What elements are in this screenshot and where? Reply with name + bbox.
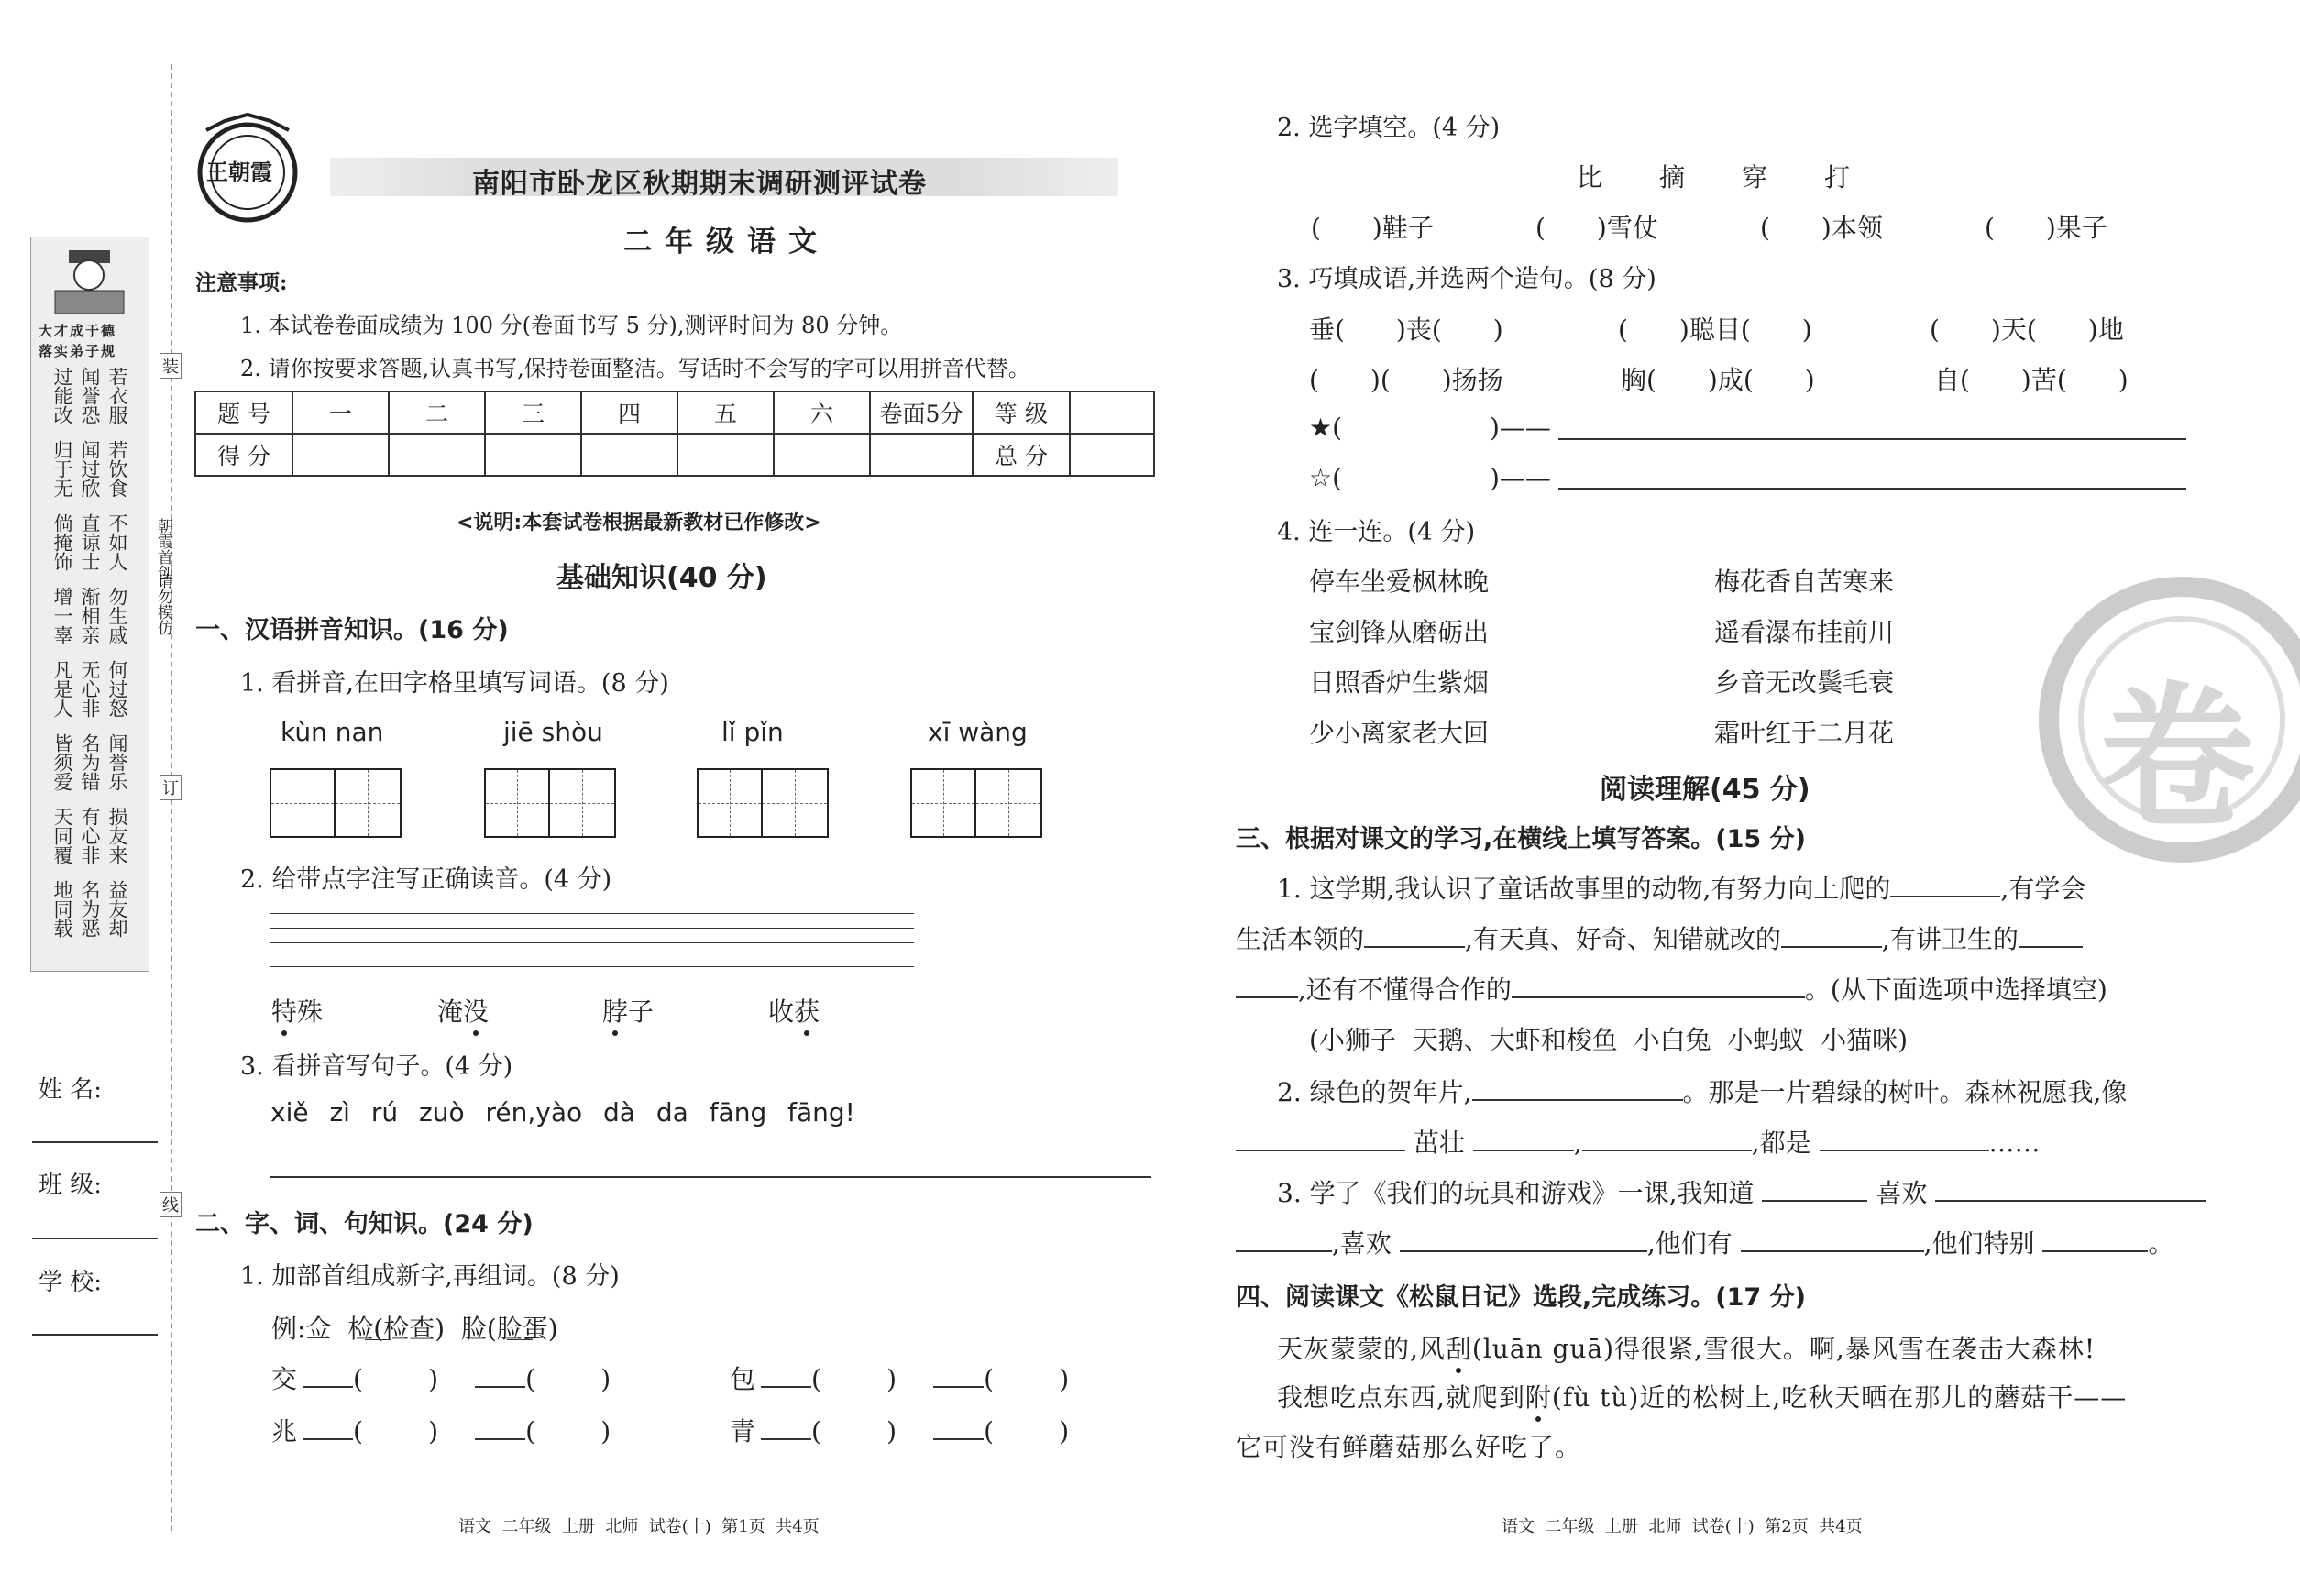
q3-text: [1236, 970, 2107, 1007]
q3-text: [1236, 919, 2083, 956]
select-blank-2[interactable]: ( )雪仗: [1535, 213, 1658, 243]
passage-line-2: [1277, 1378, 2127, 1414]
link-item-left[interactable]: 少小离家老大回: [1309, 718, 1490, 748]
score-header-cell: 二: [389, 391, 485, 434]
sidebar-proverb-column: 若饮食: [106, 440, 128, 498]
word-post: 子: [628, 996, 655, 1027]
example-underline: [507, 1339, 533, 1340]
select-option-3: 穿: [1742, 162, 1768, 193]
q1-sub3: 3. 看拼音写句子。(4 分): [240, 1052, 513, 1081]
seal-char: 卷: [2099, 666, 2256, 850]
q3-blank[interactable]: [1236, 1150, 1405, 1151]
q3-part: ,他们有: [1646, 1228, 1733, 1259]
word-dotted-char: 没: [463, 996, 490, 1027]
score-header-cell: 题 号: [195, 391, 292, 434]
q3-text: [1236, 1123, 2041, 1160]
pinyin-line[interactable]: [270, 928, 914, 929]
sidebar-motto-1: 大才成于德: [39, 323, 117, 339]
base-char: 兆: [271, 1416, 298, 1447]
dotted-word-2: [437, 992, 489, 1029]
score-cell[interactable]: [870, 434, 973, 476]
name-field[interactable]: [32, 1141, 158, 1143]
word-paren-blank[interactable]: ( ): [525, 1364, 611, 1394]
school-field[interactable]: [32, 1334, 158, 1336]
pinyin-3: lǐ pǐn: [721, 717, 784, 747]
passage-line-3: 它可没有鲜蘑菇那么好吃了。: [1236, 1432, 1582, 1462]
sidebar-proverb-column: 有心非: [79, 807, 101, 864]
notice-item-2: 2. 请你按要求答题,认真书写,保持卷面整洁。写话时不会写的字可以用拼音代替。: [240, 356, 1030, 381]
idiom-1[interactable]: 垂( )丧( ): [1309, 314, 1503, 345]
pinyin-line[interactable]: [270, 913, 914, 914]
score-cell[interactable]: [581, 434, 677, 476]
link-item-left[interactable]: 停车坐爱枫林晚: [1309, 567, 1490, 597]
star-sentence-mid: )——: [1490, 413, 1551, 443]
sidebar-proverb-column: 闻过欣: [79, 440, 101, 498]
sidebar-proverb-column: 益友却: [106, 880, 128, 938]
word-paren-blank[interactable]: ( ): [353, 1364, 439, 1394]
pinyin-2: jiē shòu: [503, 717, 603, 747]
school-label: 学 校:: [39, 1269, 103, 1296]
q3-part: 2. 绿色的贺年片,: [1277, 1077, 1472, 1107]
link-item-left[interactable]: 宝剑锋从磨砺出: [1309, 617, 1490, 647]
q3-blank[interactable]: [1400, 1250, 1647, 1252]
tianzige-box-4[interactable]: [910, 768, 1042, 838]
q3-blank[interactable]: [1473, 1150, 1574, 1151]
q3-part: 。那是一片碧绿的树叶。森林祝愿我,像: [1682, 1077, 2128, 1107]
q3-blank[interactable]: [1741, 1250, 1924, 1252]
score-cell[interactable]: [485, 434, 581, 476]
link-item-right[interactable]: 梅花香自苦寒来: [1714, 567, 1895, 597]
q3-part: ,有讲卫生的: [1881, 924, 2019, 954]
q3-text: [1277, 1173, 2206, 1210]
idiom-3[interactable]: ( )天( )地: [1930, 314, 2124, 345]
select-option-2: 摘: [1659, 162, 1686, 193]
hollow-star-sentence-mid: )——: [1490, 463, 1551, 493]
q3-part: 3. 学了《我们的玩具和游戏》一课,我知道: [1277, 1178, 1755, 1208]
select-option-4: 打: [1824, 162, 1851, 193]
q3-part: 生活本领的: [1236, 924, 1365, 954]
binding-char-3: 线: [160, 1192, 182, 1217]
q3-blank[interactable]: [2019, 946, 2083, 948]
q3-text: [1277, 869, 2085, 906]
idiom-5[interactable]: 胸( )成( ): [1621, 365, 1815, 395]
q3-blank[interactable]: [2042, 1250, 2148, 1252]
passage-line-1: [1277, 1329, 2096, 1366]
word-pre: 收: [768, 996, 795, 1027]
sidebar-proverb-column: 名为恶: [79, 880, 101, 938]
score-header-cell: 四: [581, 391, 677, 434]
idiom-2[interactable]: ( )聪目( ): [1618, 314, 1812, 345]
new-char-blank[interactable]: [303, 1438, 353, 1440]
q3-part: ,有学会: [2000, 874, 2086, 904]
tianzige-box-3[interactable]: [697, 768, 829, 838]
binding-note-2: 请勿模仿: [154, 573, 172, 635]
q3-part: 。: [2148, 1228, 2174, 1259]
q-idiom-title: 3. 巧填成语,并选两个造句。(8 分): [1277, 265, 1656, 293]
subject-title: 二年级语文: [623, 226, 830, 259]
score-cell[interactable]: [677, 434, 774, 476]
new-char-blank[interactable]: [933, 1386, 984, 1388]
edition-note: <说明:本套试卷根据最新教材已作修改>: [457, 512, 821, 534]
score-header-cell: 五: [677, 391, 774, 434]
q3-blank[interactable]: [1236, 996, 1298, 998]
q2-example: 例:佥 检(检查) 脸(脸蛋): [271, 1314, 558, 1344]
q3-part: 喜欢: [1876, 1178, 1928, 1208]
new-char-blank[interactable]: [761, 1386, 811, 1388]
q3-blank[interactable]: [1762, 1200, 1867, 1202]
q3-part: ,都是: [1751, 1128, 1811, 1158]
q3-blank[interactable]: [1472, 1099, 1683, 1101]
class-field[interactable]: [32, 1238, 158, 1239]
new-char-blank[interactable]: [303, 1386, 353, 1388]
word-dotted-char: 获: [794, 996, 820, 1027]
sidebar-proverb-column: 渐相亲: [79, 587, 101, 644]
tianzige-box-2[interactable]: [484, 768, 616, 838]
passage-dotted-char: 刮: [1445, 1334, 1472, 1364]
q3-part: ,: [1573, 1128, 1582, 1158]
sidebar-proverb-column: 归于无: [51, 440, 73, 498]
word-pre: 淹: [437, 996, 464, 1027]
score-header-cell: 三: [485, 391, 581, 434]
word-paren-blank[interactable]: ( ): [353, 1416, 439, 1447]
passage-dotted-char: 附: [1524, 1382, 1552, 1413]
binding-char-2: 订: [160, 775, 182, 800]
q3-part: 。(从下面选项中选择填空): [1804, 974, 2107, 1005]
q3-part: ……: [1988, 1128, 2041, 1158]
new-char-blank[interactable]: [475, 1438, 525, 1440]
sidebar-proverb-column: 直谅士: [79, 513, 101, 571]
q3-blank[interactable]: [1820, 1150, 1989, 1151]
dotted-word-1: [271, 992, 323, 1029]
dotted-word-3: [602, 992, 654, 1029]
radical-row: [271, 1359, 611, 1396]
score-row-label: 得 分: [195, 434, 292, 476]
hollow-star-sentence-line[interactable]: [1558, 488, 2186, 490]
score-cell[interactable]: [292, 434, 389, 476]
q3-blank[interactable]: [1512, 996, 1805, 998]
radical-row: [730, 1412, 1069, 1448]
word-paren-blank[interactable]: ( ): [984, 1416, 1070, 1447]
pinyin-line[interactable]: [270, 966, 914, 967]
sidebar-proverb-column: 地同载: [51, 880, 73, 938]
base-char: 包: [730, 1364, 756, 1394]
idiom-6[interactable]: 自( )苦( ): [1934, 365, 2129, 395]
hollow-star-sentence-label: ☆(: [1309, 463, 1343, 493]
exam-title: 南阳市卧龙区秋期期末调研测评试卷: [472, 168, 927, 200]
q2-sub1: 1. 加部首组成新字,再组词。(8 分): [240, 1262, 620, 1291]
sidebar-proverb-column: 无心非: [79, 660, 101, 718]
q3-text: [1236, 1224, 2173, 1260]
q3-blank[interactable]: [1890, 896, 2000, 897]
q3-blank[interactable]: [1364, 946, 1465, 948]
sidebar-motto-2: 落实弟子规: [39, 343, 117, 359]
passage-part: 我想吃点东西,就爬到: [1277, 1382, 1525, 1413]
q4-title: 四、阅读课文《松鼠日记》选段,完成练习。(17 分): [1236, 1283, 1806, 1312]
q2-title: 二、字、词、句知识。(24 分): [195, 1210, 534, 1238]
sidebar-proverb-column: 闻誉乐: [106, 733, 128, 791]
sidebar-proverb-column: 若衣服: [106, 367, 128, 424]
q-select-title: 2. 选字填空。(4 分): [1277, 114, 1501, 142]
q-link-title: 4. 连一连。(4 分): [1277, 518, 1476, 546]
footer-left: 语文 二年级 上册 北师 试卷(十) 第1页 共4页: [458, 1517, 820, 1536]
q3-text: [1277, 1073, 2127, 1109]
passage-part: (fù tù)近的松树上,吃秋天晒在那儿的蘑菇干——: [1551, 1382, 2128, 1413]
passage-part: (luān guā)得很紧,雪很大。啊,暴风雪在袭击大森林!: [1471, 1334, 2096, 1364]
word-post: 殊: [297, 996, 324, 1027]
dotted-word-4: [768, 992, 820, 1029]
sidebar-proverb-column: 增一辜: [51, 587, 73, 644]
scholar-illustration: [50, 243, 128, 321]
pinyin-4: xī wàng: [928, 717, 1028, 747]
link-item-left[interactable]: 日照香炉生紫烟: [1309, 667, 1490, 698]
binding-note-1: 朝霞首创: [154, 518, 172, 580]
q3-part: 1. 这学期,我认识了童话故事里的动物,有努力向上爬的: [1277, 874, 1891, 904]
select-option-1: 比: [1577, 162, 1603, 193]
score-cell[interactable]: [774, 434, 870, 476]
word-paren-blank[interactable]: ( ): [811, 1364, 897, 1394]
q3-blank[interactable]: [1582, 1150, 1752, 1151]
q3-part: 茁壮: [1413, 1128, 1465, 1158]
link-item-right[interactable]: 霜叶红于二月花: [1714, 718, 1895, 748]
q1-sub1: 1. 看拼音,在田字格里填写词语。(8 分): [240, 669, 669, 698]
q3-part: ,有天真、好奇、知错就改的: [1465, 924, 1781, 954]
q3-blank[interactable]: [1236, 1250, 1332, 1252]
binding-char-1: 装: [160, 353, 182, 379]
logo-text: 王朝霞: [206, 159, 272, 185]
select-blank-1[interactable]: ( )鞋子: [1311, 213, 1434, 243]
passage-part: 天灰蒙蒙的,风: [1277, 1334, 1446, 1364]
word-paren-blank[interactable]: ( ): [984, 1364, 1070, 1394]
score-table: [194, 391, 1155, 477]
footer-right: 语文 二年级 上册 北师 试卷(十) 第2页 共4页: [1502, 1517, 1863, 1536]
q3-blank[interactable]: [1781, 946, 1882, 948]
score-header-cell: 一: [292, 391, 389, 434]
notice-item-1: 1. 本试卷卷面成绩为 100 分(卷面书写 5 分),测评时间为 80 分钟。: [240, 313, 903, 338]
total-label: 总 分: [973, 434, 1070, 476]
new-char-blank[interactable]: [475, 1386, 525, 1388]
sidebar-proverb-column: 倘掩饰: [51, 513, 73, 571]
select-blank-4[interactable]: ( )果子: [1985, 213, 2107, 243]
q3-part: ,他们特别: [1923, 1228, 2035, 1259]
word-paren-blank[interactable]: ( ): [525, 1416, 611, 1447]
q3-options: (小狮子 天鹅、大虾和梭鱼 小白兔 小蚂蚁 小猫咪): [1309, 1025, 1909, 1055]
new-char-blank[interactable]: [933, 1438, 984, 1440]
star-sentence-line[interactable]: [1558, 438, 2186, 440]
pinyin-line[interactable]: [270, 942, 914, 943]
score-header-cell: 卷面5分: [870, 391, 973, 434]
q3-title: 三、根据对课文的学习,在横线上填写答案。(15 分): [1236, 825, 1806, 853]
sidebar-proverb-column: 损友来: [106, 807, 128, 864]
q1-sub2: 2. 给带点字注写正确读音。(4 分): [240, 865, 612, 894]
link-item-right[interactable]: 遥看瀑布挂前川: [1714, 617, 1895, 647]
part-reading-heading: 阅读理解(45 分): [1600, 774, 1810, 806]
q3-blank[interactable]: [1935, 1200, 2206, 1202]
sidebar-proverb-column: 不如人: [106, 513, 128, 571]
select-blank-3[interactable]: ( )本领: [1760, 213, 1883, 243]
grade-cell[interactable]: [1070, 391, 1154, 434]
score-header-cell: 六: [774, 391, 870, 434]
star-sentence-label: ★(: [1309, 413, 1343, 443]
sidebar-proverb-column: 名为错: [79, 733, 101, 791]
sidebar-proverb-column: 何过怒: [106, 660, 128, 718]
sentence-answer-line[interactable]: [270, 1176, 1151, 1178]
base-char: 青: [730, 1416, 756, 1447]
tianzige-box-1[interactable]: [270, 768, 402, 838]
sidebar-proverb-column: 凡是人: [51, 660, 73, 718]
radical-row: [271, 1412, 611, 1448]
part-basic-heading: 基础知识(40 分): [556, 562, 767, 594]
total-cell[interactable]: [1070, 434, 1154, 476]
link-item-right[interactable]: 乡音无改鬓毛衰: [1714, 667, 1895, 698]
sidebar-proverb-column: 天同覆: [51, 807, 73, 864]
sidebar-proverb-column: 过能改: [51, 367, 73, 424]
class-label: 班 级:: [39, 1172, 103, 1199]
score-header-cell: 等 级: [973, 391, 1070, 434]
word-paren-blank[interactable]: ( ): [811, 1416, 897, 1447]
word-dotted-char: 脖: [602, 996, 629, 1027]
name-label: 姓 名:: [39, 1076, 103, 1104]
word-dotted-char: 特: [271, 996, 298, 1027]
example-underline: [365, 1339, 391, 1340]
pinyin-sentence: xiě zì rú zuò rén,yào dà da fāng fāng!: [270, 1097, 855, 1128]
new-char-blank[interactable]: [761, 1438, 811, 1440]
sidebar-proverb-column: 勿生戚: [106, 587, 128, 644]
pinyin-1: kùn nan: [281, 717, 384, 747]
sidebar-proverb-column: 闻誉恐: [79, 367, 101, 424]
radical-row: [730, 1359, 1069, 1396]
q3-part: ,还有不懂得合作的: [1298, 974, 1512, 1005]
sidebar-proverb-column: 皆须爱: [51, 733, 73, 791]
idiom-4[interactable]: ( )( )扬扬: [1309, 365, 1503, 395]
q3-part: ,喜欢: [1332, 1228, 1392, 1259]
notice-heading: 注意事项:: [195, 270, 288, 295]
score-cell[interactable]: [389, 434, 485, 476]
q1-title: 一、汉语拼音知识。(16 分): [195, 616, 509, 644]
base-char: 交: [271, 1364, 298, 1394]
